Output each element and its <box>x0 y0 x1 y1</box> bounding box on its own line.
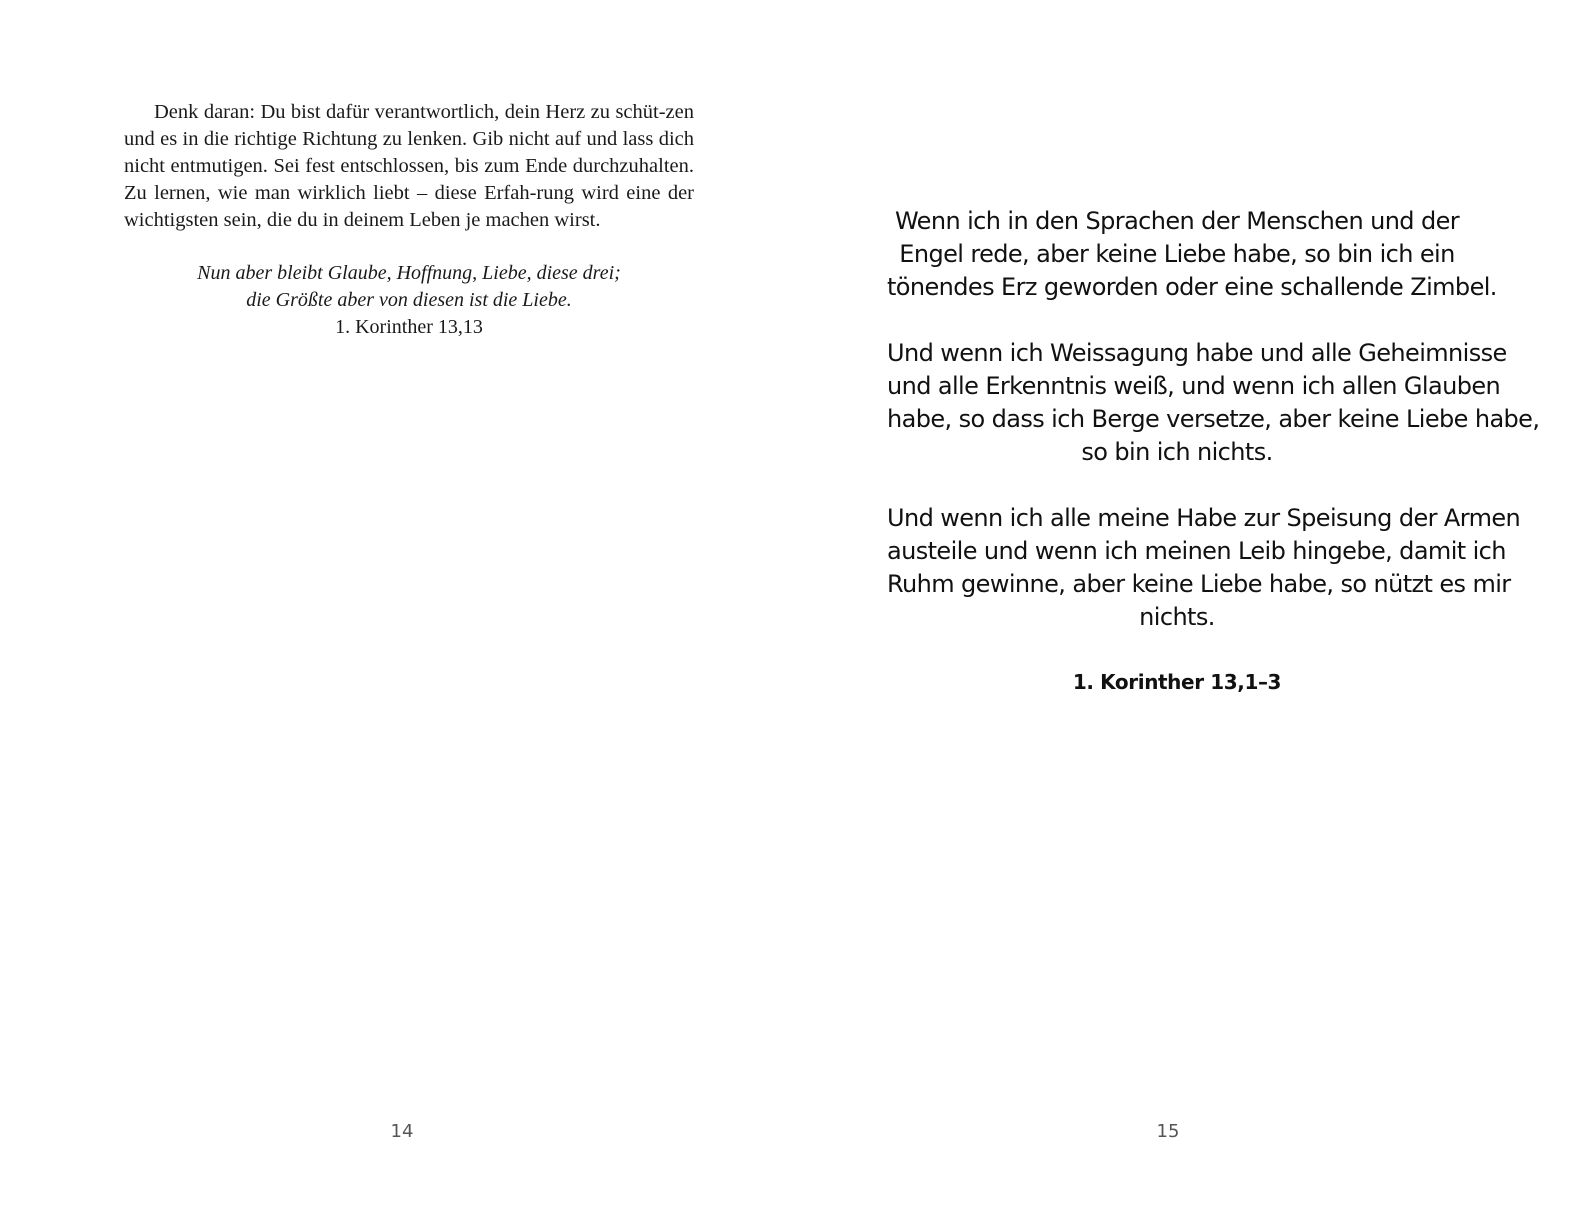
quote-line: Nun aber bleibt Glaube, Hoffnung, Liebe, diese drei; <box>197 262 621 284</box>
stanza-line: nichts. <box>1139 603 1215 631</box>
left-page-body <box>124 99 694 341</box>
quote-line: die Größte aber von diesen ist die Liebe. <box>246 289 572 311</box>
page-number-left: 14 <box>390 1121 414 1142</box>
stanza-line: Engel rede, aber keine Liebe habe, so bin ich ein <box>899 240 1455 268</box>
stanza-line: Ruhm gewinne, aber keine Liebe habe, so nützt es mir <box>887 570 1511 598</box>
stanza-line: und alle Erkenntnis weiß, und wenn ich allen Glauben <box>887 372 1501 400</box>
scripture-passage <box>887 205 1540 697</box>
stanza <box>887 337 1540 469</box>
stanza <box>887 205 1497 304</box>
stanza <box>887 502 1521 634</box>
stanza-line: so bin ich nichts. <box>1081 438 1273 466</box>
stanza-line: habe, so dass ich Berge versetze, aber keine Liebe habe, <box>887 405 1540 433</box>
stanza-line: Und wenn ich Weissagung habe und alle Geheimnisse <box>887 339 1507 367</box>
stanza-line: tönendes Erz geworden oder eine schallende Zimbel. <box>887 273 1497 301</box>
quote-reference: 1. Korinther 13,13 <box>335 316 483 338</box>
page-number-right: 15 <box>1156 1121 1180 1142</box>
right-page <box>797 0 1594 1211</box>
body-paragraph: Denk daran: Du bist dafür verantwortlich, dein Herz zu schüt-zen und es in die richtige Richtung zu lenken. Gib nicht auf und lass dich nicht entmutigen. Sei fest entschlossen, bis zum Ende durchzuhalten. Zu lernen, wie man wirklich liebt – diese Erfah-rung wird eine der wichtigsten sein, die du in deinem Leben je machen wirst. <box>124 101 694 231</box>
scripture-reference: 1. Korinther 13,1–3 <box>1072 670 1282 694</box>
stanza-line: Und wenn ich alle meine Habe zur Speisung der Armen <box>887 504 1521 532</box>
stanza-line: Wenn ich in den Sprachen der Menschen und der <box>894 207 1460 235</box>
stanza-line: austeile und wenn ich meinen Leib hingebe, damit ich <box>887 537 1506 565</box>
bible-quote <box>124 260 694 341</box>
